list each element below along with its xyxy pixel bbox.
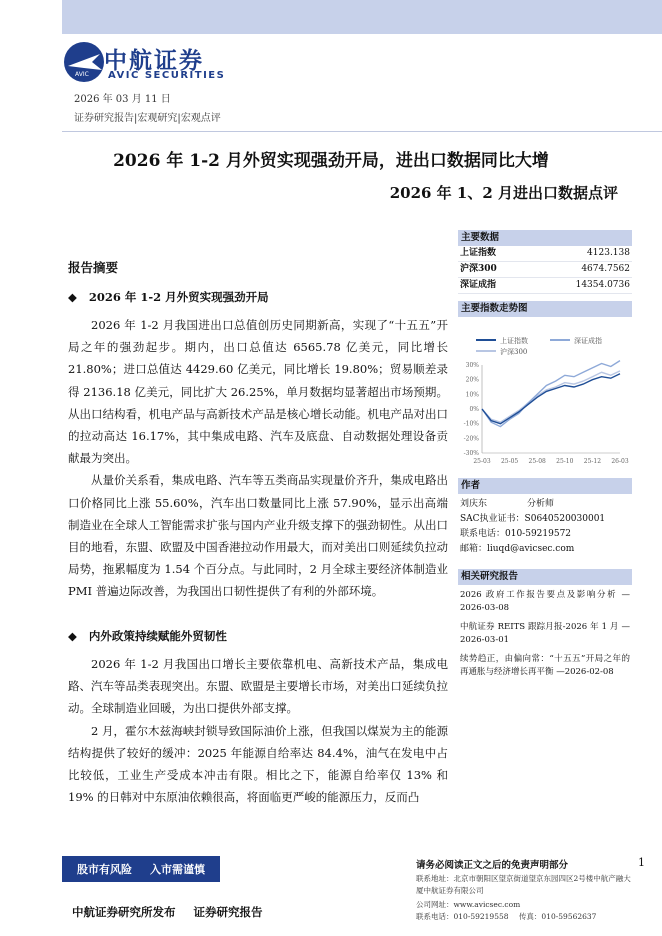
x-tick-label: 25-03 [473, 458, 491, 465]
related-title: 相关研究报告 [458, 569, 632, 585]
avic-logo-icon [62, 40, 106, 84]
header-divider [62, 131, 662, 132]
summary-heading: 报告摘要 [68, 260, 119, 275]
x-tick-label: 26-03 [611, 458, 629, 465]
key-data-panel [458, 230, 632, 294]
series-line [482, 361, 620, 427]
author-title: 作者 [458, 478, 632, 494]
author-name: 刘庆东 [460, 499, 488, 509]
bullet-item-1 [68, 289, 269, 305]
report-date: 2026 年 03 月 11 日 [74, 94, 171, 105]
bullet-text-2: 内外政策持续赋能外贸韧性 [88, 629, 227, 643]
footer-address: 联系地址：北京市朝阳区望京街道望京东园四区2号楼中航产融大厦中航证券有限公司 [416, 874, 631, 895]
author-phone: 联系电话：010-59219572 [460, 529, 572, 539]
report-title: 2026 年 1-2 月外贸实现强劲开局，进出口数据同比大增 [113, 151, 549, 171]
report-category: 证券研究报告|宏观研究|宏观点评 [74, 113, 221, 124]
index-chart-panel [458, 301, 632, 470]
bullet-text-1: 2026 年 1-2 月外贸实现强劲开局 [88, 290, 269, 304]
x-tick-label: 25-10 [556, 458, 574, 465]
x-tick-label: 25-12 [583, 458, 602, 465]
author-info [458, 494, 632, 557]
key-data-row: 深证成指 14354.0736 [458, 278, 632, 294]
y-tick-label: 10% [465, 391, 479, 399]
series-line [482, 374, 620, 424]
risk-warning-2: 入市需谨慎 [150, 863, 205, 876]
y-tick-label: 20% [465, 376, 479, 384]
related-reports-panel [458, 569, 632, 685]
author-cert: SAC执业证书：S0640520030001 [460, 514, 606, 524]
y-tick-label: 0% [469, 406, 479, 413]
paragraph-3: 2026 年 1-2 月我国出口增长主要依靠机电、高新技术产品，集成电路、汽车等品类表现突出。东盟、欧盟是主要增长市场，对美出口延续负拉动。全球制造业回暖，为出口提供外部支撑。 [68, 657, 448, 716]
related-report-item[interactable]: 2026 政府工作报告要点及影响分析 —2026-03-08 [460, 590, 630, 613]
key-data-row: 沪深300 4674.7562 [458, 262, 632, 278]
diamond-bullet-icon: ◆ [68, 290, 77, 304]
y-tick-label: -30% [463, 450, 479, 457]
svg-text:AVIC: AVIC [75, 71, 89, 78]
legend-label: 深证成指 [574, 337, 602, 345]
page-number: 1 [638, 856, 645, 869]
y-tick-label: -20% [463, 435, 479, 443]
paragraph-1: 2026 年 1-2 月我国进出口总值创历史同期新高，实现了“十五五”开局之年的强劲起步。期内，出口总值达 6565.78 亿美元，同比增长 21.80%；进口总值达 4429.60 亿美元，同比增长 19.80%；贸易顺差录得 2136.18 亿美元，同比扩大 26.25%，单月数据均显著超出市场预期。从出口结构看，机电产品与高新技术产品是核心增长动能。机电产品对出口的拉动高达 16.17%，其中集成电路、汽车及底盘、自动数据处理设备贡献最为突出。 [68, 318, 448, 466]
summary-body-1 [68, 314, 448, 603]
related-report-item[interactable]: 中航证券 REITS 跟踪月报-2026 年 1 月 —2026-03-01 [460, 622, 630, 645]
chart-title: 主要指数走势图 [458, 301, 632, 317]
author-panel [458, 478, 632, 557]
paragraph-2: 从量价关系看，集成电路、汽车等五类商品实现量价齐升，集成电路出口价格同比上涨 55.60%，汽车出口数量同比上涨 57.90%，显示出高端制造业在全球人工智能需求扩张与国内产业升级支撑下的强劲韧性。从出口目的地看，东盟、欧盟及中国香港拉动作用最大，而对美出口则延续负拉动局势，拖累幅度为 1.54 个百分点。与此同时，2 月全球主要经济体制造业 PMI 普遍边际改善，为我国出口韧性提供了有利的外部环境。 [68, 473, 448, 599]
report-subtitle: 2026 年 1、2 月进出口数据点评 [389, 184, 618, 202]
brand-name-cn: 中航证券 [104, 48, 204, 74]
footer-issuer: 中航证券研究所发布 证券研究报告 [72, 905, 263, 919]
index-trend-chart [458, 317, 632, 467]
diamond-bullet-icon: ◆ [68, 629, 77, 643]
legend-label: 沪深300 [500, 348, 528, 356]
series-line [482, 371, 620, 422]
key-data-title: 主要数据 [458, 230, 632, 246]
summary-body-2 [68, 653, 448, 808]
x-tick-label: 25-05 [500, 458, 519, 465]
author-email[interactable]: 邮箱：liuqd@avicsec.com [460, 544, 575, 554]
y-tick-label: 30% [465, 362, 479, 369]
x-tick-label: 25-08 [528, 458, 546, 465]
risk-warning-1: 股市有风险 [77, 863, 132, 876]
related-report-item[interactable]: 续势趋正，由偏向常：“十五五”开局之年的再通胀与经济增长再平衡 —2026-02-08 [460, 654, 630, 677]
bullet-item-2 [68, 628, 227, 644]
footer-contact: 联系电话：010-59219558 传真：010-59562637 [416, 912, 597, 921]
paragraph-4: 2 月，霍尔木兹海峡封锁导致国际油价上涨，但我国以煤炭为主的能源结构提供了较好的缓冲：2025 年能源自给率达 84.4%，油气在发电中占比较低，工业生产受成本冲击有限。相比之下，能源自给率仅 13% 和 19% 的日韩对中东原油依赖很高，将面临更严峻的能源压力，反而凸 [68, 723, 448, 805]
brand-name-en: AVIC SECURITIES [108, 70, 226, 81]
y-tick-label: -10% [463, 420, 479, 428]
top-banner [62, 0, 662, 34]
disclaimer-note: 请务必阅读正文之后的免责声明部分 [416, 860, 569, 871]
author-role: 分析师 [527, 499, 555, 509]
key-data-row: 上证指数 4123.138 [458, 246, 632, 262]
legend-label: 上证指数 [500, 337, 528, 345]
footer-website[interactable]: 公司网址：www.avicsec.com [416, 900, 521, 909]
risk-warning-box [62, 856, 220, 882]
